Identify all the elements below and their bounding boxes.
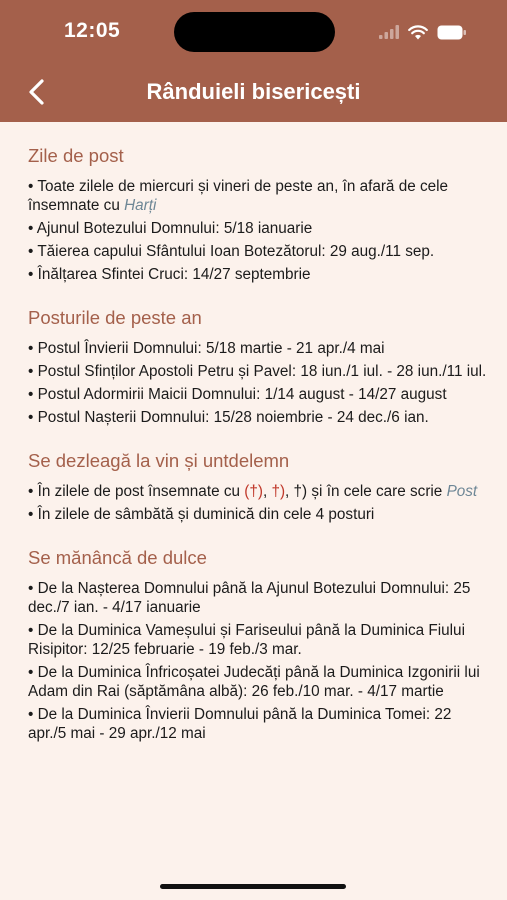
list-item: • Toate zilele de miercuri și vineri de peste an, în afară de cele însemnate cu Harți	[28, 178, 449, 214]
status-icons	[379, 22, 467, 42]
link-post[interactable]: Post	[446, 483, 478, 500]
red-mark: †)	[271, 483, 286, 500]
cellular-icon	[379, 25, 399, 39]
battery-icon	[437, 25, 467, 40]
home-indicator[interactable]	[160, 884, 346, 889]
section-de-dulce	[28, 546, 488, 743]
section-posturile	[28, 306, 488, 427]
section-zile-de-post	[28, 144, 488, 284]
list-item: • De la Duminica Înfricoșatei Judecăți până la Duminica Izgonirii lui Adam din Rai (săptămâna albă): 26 feb./10 mar. - 4/17 martie	[28, 664, 480, 700]
list-item: • De la Duminica Vameșului și Fariseului până la Duminica Fiului Risipitor: 12/25 februarie - 19 feb./3 mar.	[28, 622, 465, 658]
page-title: Rânduieli bisericești	[146, 79, 361, 104]
section-heading: Posturile de peste an	[28, 307, 202, 328]
section-heading: Se dezleagă la vin și untdelemn	[28, 450, 290, 471]
section-heading: Zile de post	[28, 145, 124, 166]
status-time: 12:05	[64, 19, 121, 42]
red-mark: (†)	[244, 483, 263, 500]
link-harti[interactable]: Harți	[124, 197, 157, 214]
dynamic-island	[174, 12, 335, 52]
content-scroll[interactable]	[28, 122, 488, 747]
list-item: • În zilele de post însemnate cu (†), †), †) și în cele care scrie Post	[28, 483, 478, 500]
list-item: • Postul Nașterii Domnului: 15/28 noiembrie - 24 dec./6 ian.	[28, 409, 429, 426]
list-item: • Postul Adormirii Maicii Domnului: 1/14 august - 14/27 august	[28, 386, 447, 403]
list-item: • De la Nașterea Domnului până la Ajunul Botezului Domnului: 25 dec./7 ian. - 4/17 ianuarie	[28, 580, 471, 616]
list-item: • Înălțarea Sfintei Cruci: 14/27 septembrie	[28, 266, 311, 283]
list-item: • Tăierea capului Sfântului Ioan Botezătorul: 29 aug./11 sep.	[28, 243, 435, 260]
nav-header	[0, 0, 507, 122]
list-item: • Postul Învierii Domnului: 5/18 martie - 21 apr./4 mai	[28, 340, 385, 357]
wifi-icon	[408, 25, 428, 40]
list-item: • Ajunul Botezului Domnului: 5/18 ianuarie	[28, 220, 313, 237]
list-item: • De la Duminica Învierii Domnului până la Duminica Tomei: 22 apr./5 mai - 29 apr./12 mai	[28, 706, 452, 742]
section-heading: Se mănâncă de dulce	[28, 547, 207, 568]
list-item: • Postul Sfinților Apostoli Petru și Pavel: 18 iun./1 iul. - 28 iun./11 iul.	[28, 363, 487, 380]
section-dezlegare	[28, 449, 488, 524]
list-item: • În zilele de sâmbătă și duminică din cele 4 posturi	[28, 506, 375, 523]
